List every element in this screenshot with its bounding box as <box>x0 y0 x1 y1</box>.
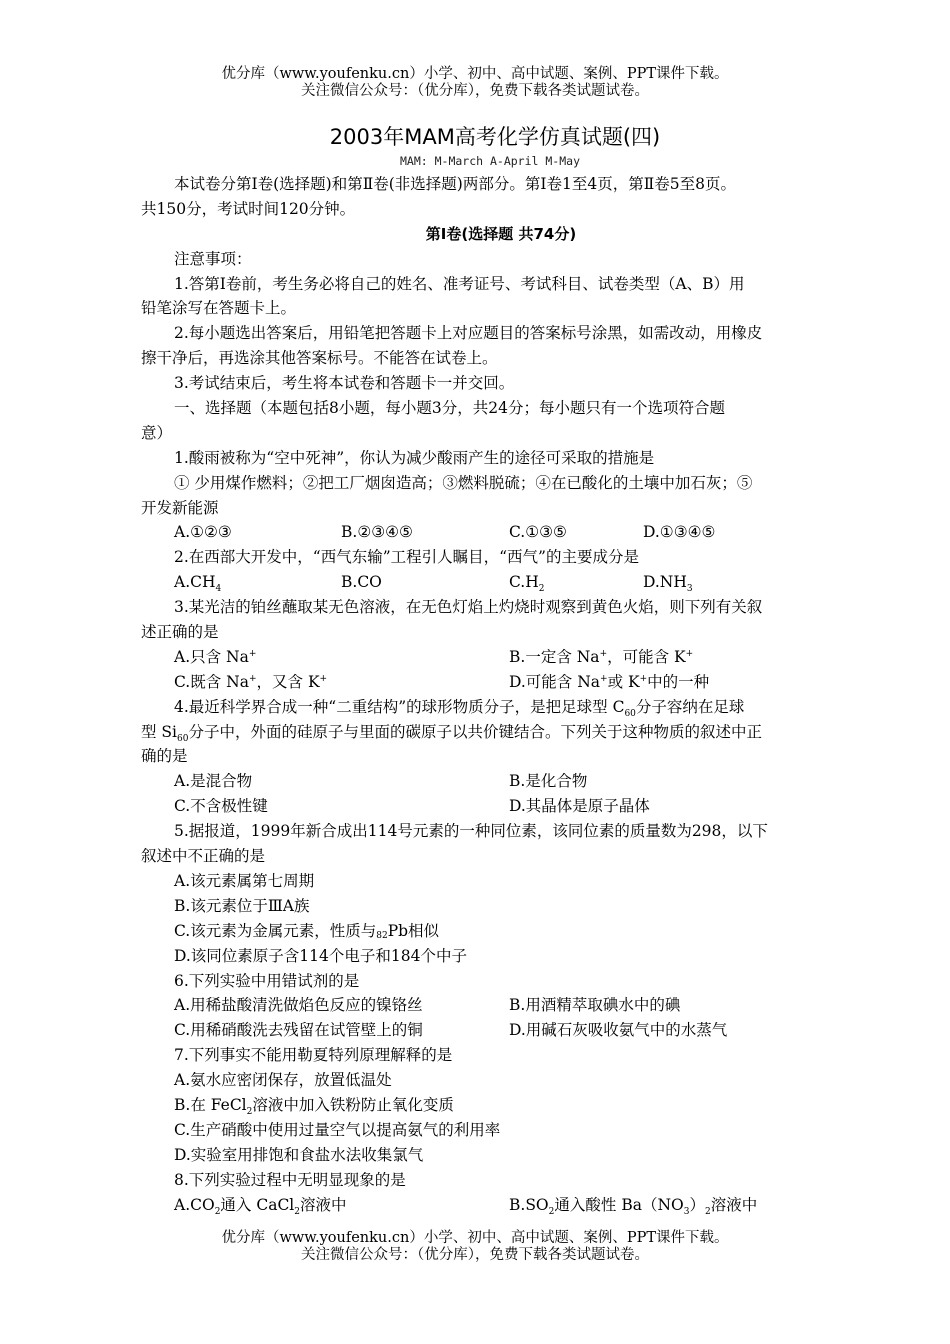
q4-option-b: B.是化合物 <box>509 772 588 791</box>
notice-2-line-1: 2.每小题选出答案后，用铅笔把答题卡上对应题目的答案标号涂黑，如需改动，用橡皮 <box>174 324 763 343</box>
question-3-stem-line-1: 3.某光洁的铂丝蘸取某无色溶液，在无色灯焰上灼烧时观察到黄色火焰，则下列有关叙 <box>174 598 763 617</box>
q7-option-d: D.实验室用排饱和食盐水法收集氯气 <box>174 1145 424 1164</box>
header-line-2: 关注微信公众号：（优分库），免费下载各类试题试卷。 <box>301 83 649 99</box>
question-1-stem: 1.酸雨被称为“空中死神”，你认为减少酸雨产生的途径可采取的措施是 <box>174 448 655 467</box>
q1-option-c: C.①③⑤ <box>509 523 567 542</box>
question-8-stem: 8.下列实验过程中无明显现象的是 <box>174 1170 406 1189</box>
notice-1-line-2: 铅笔涂写在答题卡上。 <box>141 299 297 318</box>
q4-option-d: D.其晶体是原子晶体 <box>509 797 650 816</box>
section-1-title: 第Ⅰ卷(选择题 共74分) <box>425 224 577 243</box>
question-2-stem: 2.在西部大开发中，“西气东输”工程引人瞩目，“西气”的主要成分是 <box>174 548 639 567</box>
q6-option-d: D.用碱石灰吸收氨气中的水蒸气 <box>509 1021 728 1040</box>
question-4-options-row-1 <box>141 769 813 794</box>
q2-option-a: $A.CH_4$ <box>174 573 222 595</box>
intro-line-2: 共150分，考试时间120分钟。 <box>141 199 356 218</box>
notice-3: 3.考试结束后，考生将本试卷和答题卡一并交回。 <box>174 374 515 393</box>
question-3-stem-line-2: 述正确的是 <box>141 623 219 642</box>
q3-option-a: A.只含 Na+ <box>174 647 257 666</box>
question-5-stem-line-1: 5.据报道，1999年新合成出114号元素的一种同位素，该同位素的质量数为298，以下 <box>174 822 768 841</box>
question-4-options-row-2 <box>141 794 813 819</box>
q7-option-c: C.生产硝酸中使用过量空气以提高氨气的利用率 <box>174 1120 501 1139</box>
q3-option-d: D.可能含 Na+或 K+中的一种 <box>509 672 710 691</box>
question-6-options-row-1 <box>141 993 813 1018</box>
q8-option-a: $A.CO_2$通入 CaCl$_2$溶液中 <box>174 1195 347 1217</box>
question-2-options <box>141 570 813 595</box>
q5-option-d: D.该同位素原子含114个电子和184个中子 <box>174 946 467 965</box>
page-footer <box>0 1230 950 1264</box>
q6-option-a: A.用稀盐酸清洗做焰色反应的镍铬丝 <box>174 996 423 1015</box>
footer-line-2: 关注微信公众号：（优分库），免费下载各类试题试卷。 <box>301 1247 649 1263</box>
question-4-stem-line-2: 型 $Si_{60}$分子中，外面的硅原子与里面的碳原子以共价键结合。下列关于这种物质的叙述中正 <box>141 722 762 744</box>
q2-option-d: $D.NH_3$ <box>643 573 693 595</box>
intro-line-1: 本试卷分第Ⅰ卷(选择题)和第Ⅱ卷(非选择题)两部分。第Ⅰ卷1至4页，第Ⅱ卷5至8页。 <box>174 175 736 193</box>
question-6-options-row-2 <box>141 1018 813 1043</box>
notice-1-line-1: 1.答第Ⅰ卷前，考生务必将自己的姓名、准考证号、考试科目、试卷类型（A、B）用 <box>174 274 745 293</box>
q5-option-a: A.该元素属第七周期 <box>174 871 315 890</box>
part-1-instruction-line-2: 意） <box>141 423 173 442</box>
q2-option-b: B.CO <box>341 573 382 592</box>
question-7-stem: 7.下列事实不能用勒夏特列原理解释的是 <box>174 1046 453 1065</box>
question-4-stem-line-1: 4.最近科学界合成一种“二重结构”的球形物质分子，是把足球型 $C_{60}$分子容纳在足球 <box>174 697 745 719</box>
question-3-options-row-1 <box>141 645 813 670</box>
page-subtitle: MAM: M-March A-April M-May <box>399 154 580 168</box>
q1-option-d: D.①③④⑤ <box>643 523 716 542</box>
part-1-instruction-line-1: 一、选择题（本题包括8小题，每小题3分，共24分；每小题只有一个选项符合题 <box>174 399 725 418</box>
question-5-stem-line-2: 叙述中不正确的是 <box>141 847 266 866</box>
q5-option-b: B.该元素位于ⅢA族 <box>174 896 310 915</box>
question-4-stem-line-3: 确的是 <box>141 747 188 766</box>
question-6-stem: 6.下列实验中用错试剂的是 <box>174 971 360 990</box>
q4-option-a: A.是混合物 <box>174 772 253 791</box>
notice-2-line-2: 擦干净后，再选涂其他答案标号。不能答在试卷上。 <box>141 349 498 368</box>
q3-option-b: B.一定含 Na+，可能含 K+ <box>509 647 694 666</box>
q6-option-c: C.用稀硝酸洗去残留在试管壁上的铜 <box>174 1021 423 1040</box>
q7-option-a: A.氨水应密闭保存，放置低温处 <box>174 1071 392 1090</box>
q7-option-b: B.在 FeCl$_2$溶液中加入铁粉防止氧化变质 <box>174 1095 454 1118</box>
page-header <box>0 66 950 100</box>
document-body <box>141 172 813 1217</box>
question-1-options <box>141 520 813 545</box>
question-1-list-line-1: ① 少用煤作燃料；②把工厂烟囱造高；③燃料脱硫；④在已酸化的土壤中加石灰；⑤ <box>174 473 753 492</box>
question-3-options-row-2 <box>141 670 813 695</box>
q1-option-a: A.①②③ <box>174 523 232 542</box>
q6-option-b: B.用酒精萃取碘水中的碘 <box>509 996 681 1015</box>
q1-option-b: B.②③④⑤ <box>341 523 413 542</box>
q2-option-c: $C.H_2$ <box>509 573 545 595</box>
q4-option-c: C.不含极性键 <box>174 797 268 816</box>
header-line-1: 优分库（www.youfenku.cn）小学、初中、高中试题、案例、PPT课件下载。 <box>221 66 729 82</box>
notice-heading: 注意事项： <box>174 249 252 268</box>
footer-line-1: 优分库（www.youfenku.cn）小学、初中、高中试题、案例、PPT课件下载。 <box>221 1230 729 1246</box>
q5-option-c: C.该元素为金属元素，性质与82Pb相似 <box>174 921 440 941</box>
q3-option-c: C.既含 Na+，又含 K+ <box>174 672 328 691</box>
q8-option-b: $B.SO_2$通入酸性 $Ba(NO_3)_2$溶液中 <box>509 1195 758 1217</box>
question-8-options-row-1 <box>141 1193 813 1218</box>
question-1-list-line-2: 开发新能源 <box>141 498 219 517</box>
page-title: 2003年MAM高考化学仿真试题(四) <box>329 125 661 149</box>
